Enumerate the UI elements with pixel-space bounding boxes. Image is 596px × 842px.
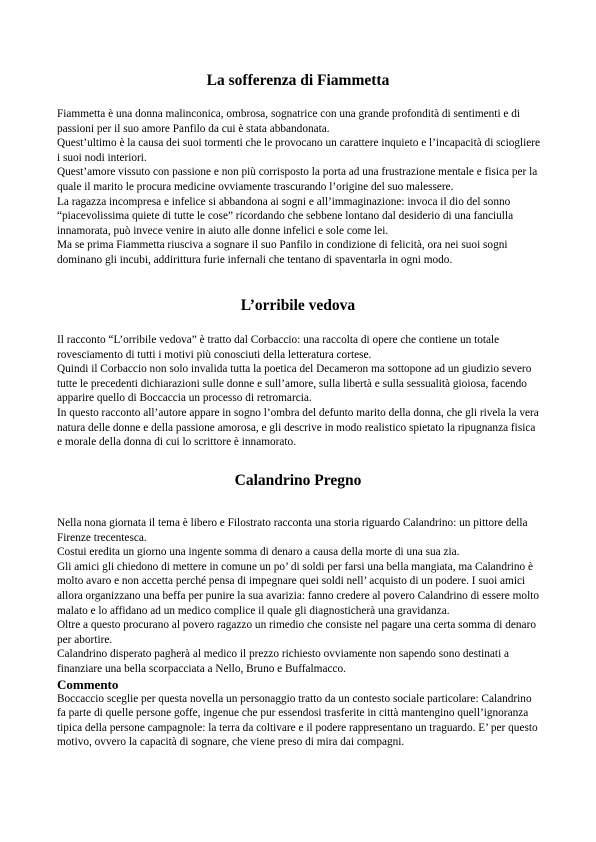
- paragraph: Quest’ultimo è la causa dei suoi tormenti che le provocano un carattere inquieto e l’incapacità di sciogliere i suoi nodi interiori.: [57, 137, 541, 164]
- paragraph: Ma se prima Fiammetta riusciva a sognare il suo Panfilo in condizione di felicità, ora nei suoi sogni dominano gli incubi, addirittura furie infernali che tentano di spaventarla in ogni modo.: [57, 239, 508, 266]
- paragraph: In questo racconto all’autore appare in sogno l’ombra del defunto marito della donna, che gli rivela la vera natura delle donne e della passione amorosa, e gli descrive in modo realistico spietato la ripugnanza fisica e morale della donna di cui lo scrittore è innamorato.: [57, 406, 539, 449]
- section-title-vedova: L’orribile vedova: [240, 297, 356, 314]
- paragraph: Fiammetta è una donna malinconica, ombrosa, sognatrice con una grande profondità di sentimenti e di passioni per il suo amore Panfilo da cui è stata abbandonata.: [57, 108, 521, 135]
- paragraph: Quest’amore vissuto con passione e non più corrisposto la porta ad una frustrazione mentale e fisica per la quale il marito le procura medicine ovviamente trascurando l’origine del suo malessere.: [57, 166, 538, 193]
- section-body-fiammetta: [57, 107, 541, 268]
- paragraph: La ragazza incompresa e infelice si abbandona ai sogni e all’immaginazione: invoca il dio del sonno “piacevolissima quiete di tutte le cose” ricordando che sebbene lontano dal desiderio di una fanciulla innamorata, può invece venire in aiuto alle donne infelici e sole come lei.: [57, 195, 514, 237]
- section-title-fiammetta: La sofferenza di Fiammetta: [206, 72, 390, 89]
- paragraph: Il racconto “L’orribile vedova” è tratto dal Corbaccio: una raccolta di opere che contiene un totale rovesciamento di tutti i motivi più conosciuti della letteratura cortese.: [57, 334, 500, 361]
- comment-heading: Commento: [57, 676, 119, 692]
- paragraph: Costui eredita un giorno una ingente somma di denaro a causa della morte di una sua zia.: [57, 546, 460, 559]
- comment-paragraph: Boccaccio sceglie per questa novella un personaggio tratto da un contesto sociale particolare: Calandrino fa parte di quelle persone goffe, ingenue che pur essendosi trasferite in città mantengino quell’ignoranza tipica della persone campagnole: la terra da coltivare e il podere rappresentano un traguardo. E’ per questo motivo, ovvero la capacità di sognare, che viene preso di mira dai compagni.: [57, 692, 538, 749]
- section-title-calandrino: Calandrino Pregno: [234, 472, 362, 489]
- paragraph: Oltre a questo procurano al povero ragazzo un rimedio che consiste nel pagare una certa somma di denaro per abortire.: [57, 619, 536, 646]
- paragraph: Quindi il Corbaccio non solo invalida tutta la poetica del Decameron ma sottopone ad un giudizio severo tutte le precedenti dichiarazioni sulle donne e sull’amore, sulla libertà e sulla sessualità gioiosa, facendo apparire quello di Boccaccia un processo di retromarcia.: [57, 363, 532, 405]
- paragraph: Gli amici gli chiedono di mettere in comune un po’ di soldi per farsi una bella mangiata, ma Calandrino è molto avaro e non accetta perché pensa di impegnare quei soldi nell’ acquisto di un podere. I suoi amici allora organizzano una beffa per punire la sua avarizia: fanno credere al povero Calandrino di essere molto malato e lo affidano ad un medico complice il quale gli diagnosticherà una gravidanza.: [57, 560, 539, 617]
- section-body-vedova: [57, 333, 541, 450]
- paragraph: Nella nona giornata il tema è libero e Filostrato racconta una storia riguardo Calandrino: un pittore della Firenze trecentesca.: [57, 517, 528, 544]
- paragraph: Calandrino disperato pagherà al medico il prezzo richiesto ovviamente non sapendo sono destinati a finanziare una bella scorpacciata a Nello, Bruno e Buffalmacco.: [57, 648, 510, 675]
- section-body-calandrino: [57, 516, 541, 750]
